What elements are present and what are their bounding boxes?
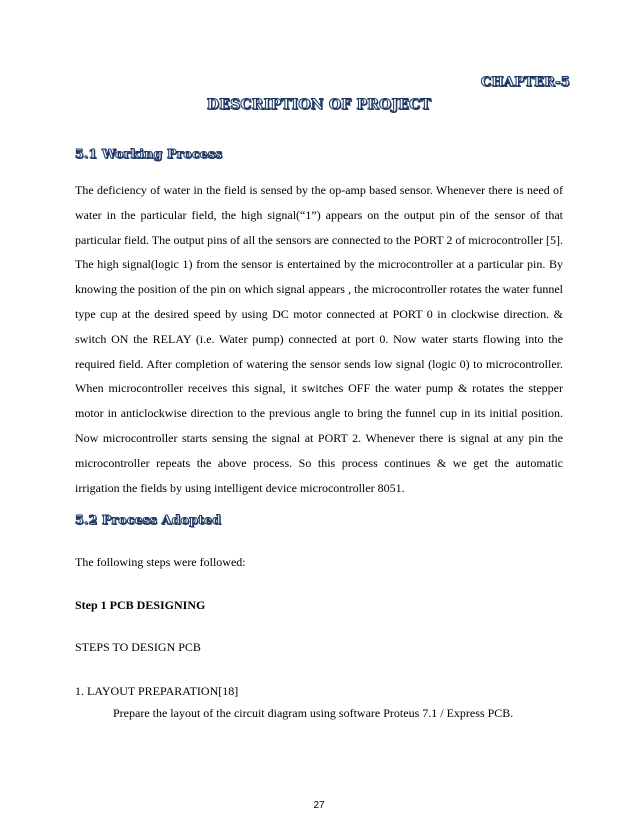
section-heading-working-process: 5.1 Working Process bbox=[75, 146, 223, 161]
chapter-label: CHAPTER-5 bbox=[480, 75, 570, 90]
page-number: 27 bbox=[313, 800, 325, 811]
working-process-paragraph: The deficiency of water in the field is sensed by the op-amp based sensor. Whenever there is need of water in the particular field, the high signal(“1”) appears on the output pin of the sensor of that particular field. The output pins of all the sensors are connected to the PORT 2 of microcontroller [5]. The high signal(logic 1) from the sensor is entertained by the microcontroller at a particular pin. By knowing the position of the pin on which signal appears , the microcontroller rotates the water funnel type cup at the desired speed by using DC motor connected at PORT 0 in clockwise direction. & switch ON the RELAY (i.e. Water pump) connected at port 0. Now water starts flowing into the required field. After completion of watering the sensor sends low signal (logic 0) to microcontroller. When microcontroller receives this signal, it switches OFF the water pump & rotates the stepper motor in anticlockwise direction to the previous angle to bring the funnel cup in its initial position. Now microcontroller starts sensing the signal at PORT 2. Whenever there is signal at any pin the microcontroller repeats the above process. So this process continues & we get the automatic irrigation the fields by using intelligent device microcontroller 8051. bbox=[75, 183, 563, 495]
steps-intro: The following steps were followed: bbox=[75, 555, 246, 569]
steps-to-design-heading: STEPS TO DESIGN PCB bbox=[75, 640, 201, 654]
page-title: DESCRIPTION OF PROJECT bbox=[206, 97, 432, 113]
section-heading-process-adopted: 5.2 Process Adopted bbox=[75, 512, 222, 527]
step1-heading: Step 1 PCB DESIGNING bbox=[75, 598, 206, 612]
list-item-layout-preparation: 1. LAYOUT PREPARATION[18] bbox=[75, 684, 239, 698]
list-item-layout-description: Prepare the layout of the circuit diagram using software Proteus 7.1 / Express PCB. bbox=[113, 706, 514, 720]
